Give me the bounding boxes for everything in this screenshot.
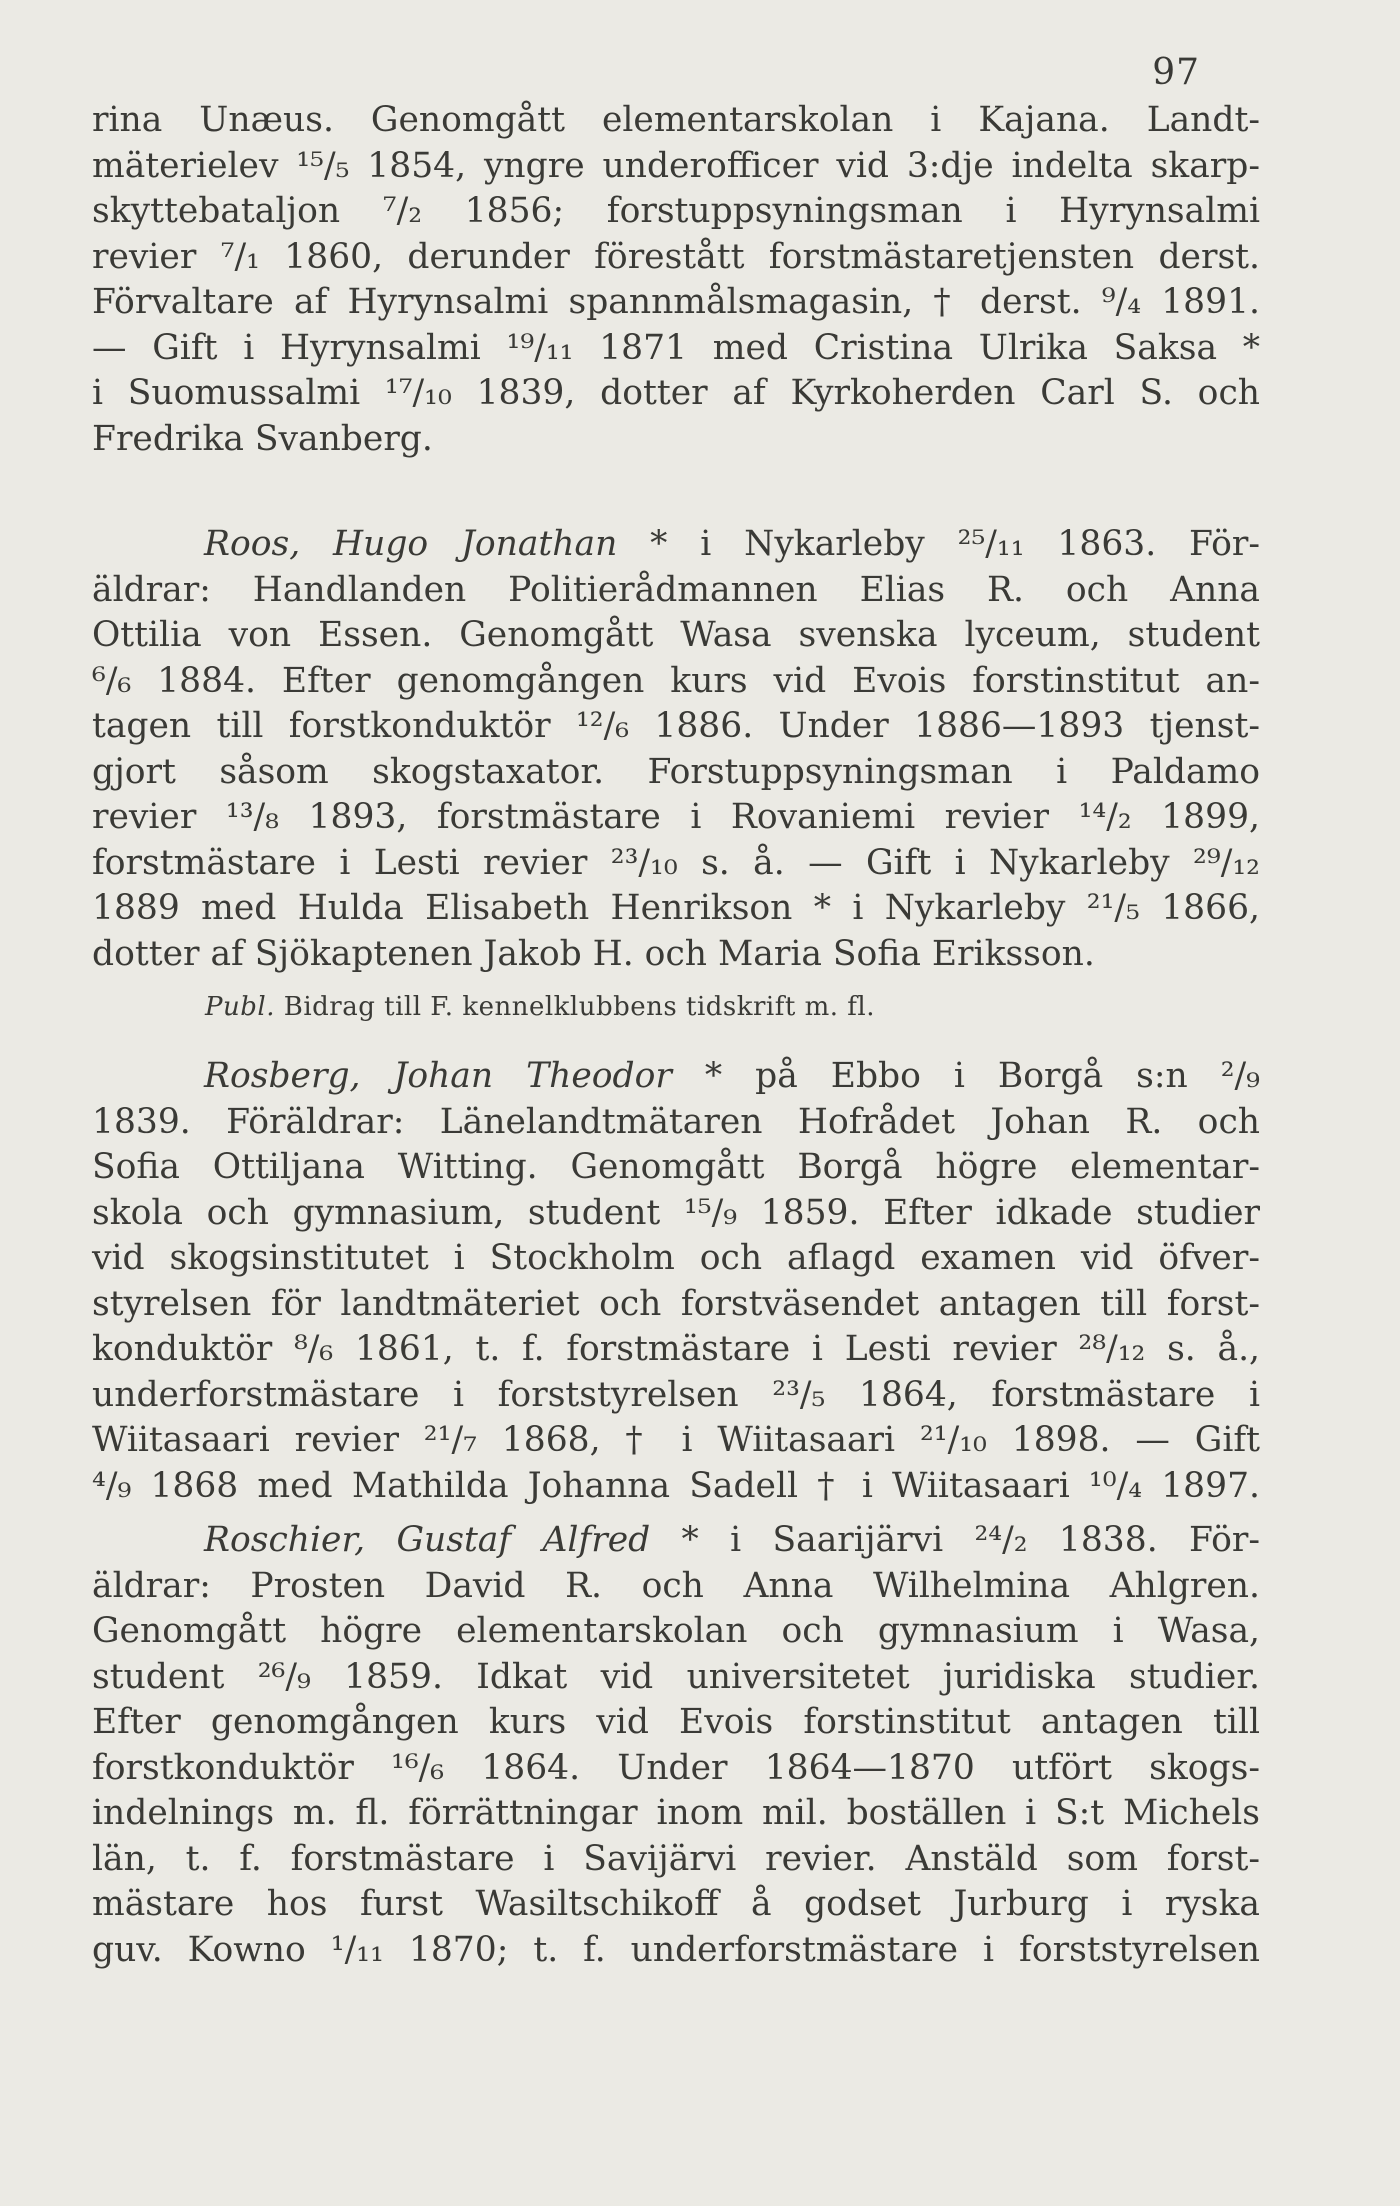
entry-roos-hugo-jonathan <box>92 522 1260 977</box>
publications-label: Publ. <box>205 992 275 1022</box>
entry-heading-rest: * på Ebbo i Borgå s:n ²/₉ <box>671 1056 1260 1096</box>
text-line: Genomgått högre elementarskolan och gymnasium i Wasa, <box>92 1611 1260 1651</box>
entry-name: Roschier, Gustaf Alfred <box>204 1520 651 1560</box>
text-line: Wiitasaari revier ²¹/₇ 1868, † i Wiitasaari ²¹/₁₀ 1898. — Gift <box>92 1420 1260 1460</box>
text-line: konduktör ⁸/₆ 1861, t. f. forstmästare i Lesti revier ²⁸/₁₂ s. å., <box>92 1329 1260 1369</box>
page-number: 97 <box>1152 52 1200 93</box>
text-line: ⁴/₉ 1868 med Mathilda Johanna Sadell † i Wiitasaari ¹⁰/₄ 1897. <box>92 1465 1260 1506</box>
publications-note <box>205 992 875 1022</box>
text-line: rina Unæus. Genomgått elementarskolan i Kajana. Landt- <box>92 100 1260 140</box>
text-line: gjort såsom skogstaxator. Forstuppsyningsman i Paldamo <box>92 751 1260 792</box>
text-line: Ottilia von Essen. Genomgått Wasa svenska lyceum, student <box>92 615 1260 655</box>
text-line: revier ¹³/₈ 1893, forstmästare i Rovaniemi revier ¹⁴/₂ 1899, <box>92 797 1260 837</box>
text-line: guv. Kowno ¹/₁₁ 1870; t. f. underforstmästare i forststyrelsen <box>92 1929 1260 1970</box>
text-line: revier ⁷/₁ 1860, derunder förestått forstmästaretjensten derst. <box>92 236 1260 277</box>
text-line: mäterielev ¹⁵/₅ 1854, yngre underofficer vid 3:dje indelta skarp- <box>92 145 1260 186</box>
text-line: — Gift i Hyrynsalmi ¹⁹/₁₁ 1871 med Cristina Ulrika Saksa * <box>92 327 1260 368</box>
publications-text: Bidrag till F. kennelklubbens tidskrift m. fl. <box>283 992 875 1022</box>
text-line: styrelsen för landtmäteriet och forstväsendet antagen till forst- <box>92 1283 1260 1324</box>
text-line: forstkonduktör ¹⁶/₆ 1864. Under 1864—1870 utfört skogs- <box>92 1747 1260 1788</box>
entry-heading-line <box>92 522 1260 568</box>
entry-name: Roos, Hugo Jonathan <box>204 524 618 564</box>
text-line: ⁶/₆ 1884. Efter genomgången kurs vid Evois forstinstitut an- <box>92 660 1260 701</box>
text-line: Sofia Ottiljana Witting. Genomgått Borgå högre elementar- <box>92 1147 1260 1187</box>
text-line: tagen till forstkonduktör ¹²/₆ 1886. Under 1886—1893 tjenst- <box>92 706 1260 746</box>
text-line: län, t. f. forstmästare i Savijärvi revier. Anstäld som forst- <box>92 1838 1260 1879</box>
entry-heading-rest: * i Nykarleby ²⁵/₁₁ 1863. För- <box>617 524 1261 564</box>
text-line: 1889 med Hulda Elisabeth Henrikson * i Nykarleby ²¹/₅ 1866, <box>92 888 1260 928</box>
text-line: skyttebataljon ⁷/₂ 1856; forstuppsyningsman i Hyrynsalmi <box>92 191 1260 231</box>
text-line: i Suomussalmi ¹⁷/₁₀ 1839, dotter af Kyrkoherden Carl S. och <box>92 373 1260 413</box>
text-line: vid skogsinstitutet i Stockholm och aflagd examen vid öfver- <box>92 1238 1260 1278</box>
text-line: underforstmästare i forststyrelsen ²³/₅ 1864, forstmästare i <box>92 1374 1260 1415</box>
text-line: student ²⁶/₉ 1859. Idkat vid universitetet juridiska studier. <box>92 1656 1260 1697</box>
entry-heading-rest: * i Saarijärvi ²⁴/₂ 1838. För- <box>650 1520 1260 1560</box>
text-line: Efter genomgången kurs vid Evois forstinstitut antagen till <box>92 1702 1260 1742</box>
text-line: indelnings m. fl. förrättningar inom mil. boställen i S:t Michels <box>92 1793 1260 1833</box>
entry-continuation <box>92 98 1260 462</box>
text-line: forstmästare i Lesti revier ²³/₁₀ s. å. — Gift i Nykarleby ²⁹/₁₂ <box>92 842 1260 883</box>
text-line: dotter af Sjökaptenen Jakob H. och Maria Sofia Eriksson. <box>92 933 1095 974</box>
text-line: äldrar: Handlanden Politierådmannen Elias R. och Anna <box>92 569 1260 610</box>
entry-rosberg-johan-theodor <box>92 1054 1260 1509</box>
text-line: Fredrika Svanberg. <box>92 418 433 459</box>
text-line: 1839. Föräldrar: Länelandtmätaren Hofrådet Johan R. och <box>92 1101 1260 1142</box>
entry-heading-line <box>92 1054 1260 1100</box>
text-line: Förvaltare af Hyrynsalmi spannmålsmagasin, † derst. ⁹/₄ 1891. <box>92 282 1260 322</box>
entry-heading-line <box>92 1518 1260 1564</box>
entry-name: Rosberg, Johan Theodor <box>204 1056 672 1096</box>
text-line: mästare hos furst Wasiltschikoff å godset Jurburg i ryska <box>92 1884 1260 1924</box>
entry-roschier-gustaf-alfred <box>92 1518 1260 1973</box>
text-line: skola och gymnasium, student ¹⁵/₉ 1859. Efter idkade studier <box>92 1192 1260 1233</box>
text-line: äldrar: Prosten David R. och Anna Wilhelmina Ahlgren. <box>92 1565 1260 1606</box>
